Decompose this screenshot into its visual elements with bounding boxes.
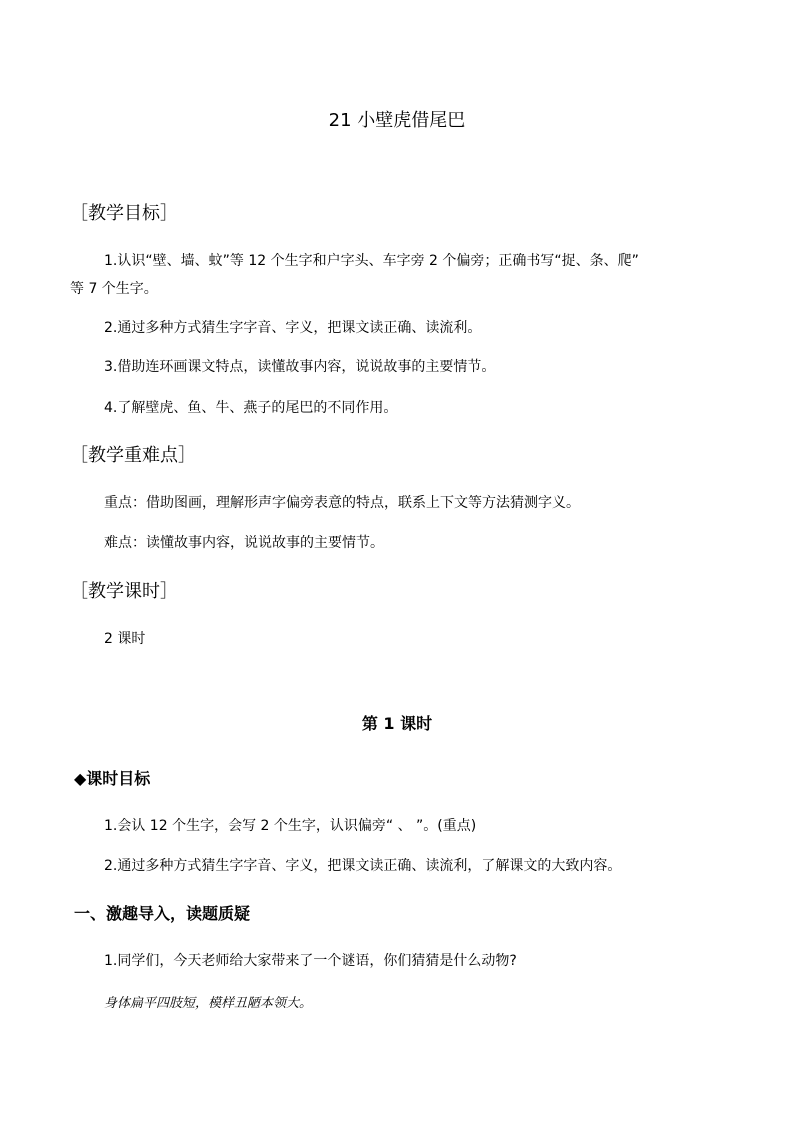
hours-value: 2 课时 (104, 631, 146, 647)
goal-item-1-cont: 等 7 个生字。 (70, 281, 158, 297)
goal-item-2: 2.通过多种方式猜生字字音、字义，把课文读正确、读流利。 (104, 320, 482, 336)
goal-item-4: 4.了解壁虎、鱼、牛、燕子的尾巴的不同作用。 (104, 400, 398, 416)
lesson-goal-item-1: 1.会认 12 个生字，会写 2 个生字，认识偏旁“ 、 ”。(重点) (104, 818, 477, 834)
part1-item-1: 1.同学们，今天老师给大家带来了一个谜语，你们猜猜是什么动物? (104, 953, 517, 969)
goal-item-1: 1.认识“壁、墙、蚊”等 12 个生字和户字头、车字旁 2 个偏旁；正确书写“捉、条、爬” (104, 253, 639, 269)
page-title: 21 小壁虎借尾巴 (328, 110, 466, 131)
goal-item-3: 3.借助连环画课文特点，读懂故事内容，说说故事的主要情节。 (104, 359, 496, 375)
keypoint-item-1: 重点：借助图画，理解形声字偏旁表意的特点，联系上下文等方法猜测字义。 (104, 495, 580, 511)
section-heading-hours: ［教学课时］ (70, 581, 178, 602)
keypoint-item-2: 难点：读懂故事内容，说说故事的主要情节。 (104, 535, 384, 551)
lesson-goals-heading: ◆课时目标 (74, 769, 151, 788)
lesson-heading: 第 1 课时 (361, 714, 433, 733)
section-heading-goals: ［教学目标］ (70, 203, 178, 224)
part1-heading: 一、激趣导入，读题质疑 (74, 904, 251, 923)
lesson-goal-item-2: 2.通过多种方式猜生字字音、字义，把课文读正确、读流利，了解课文的大致内容。 (104, 858, 622, 874)
section-heading-keypoints: ［教学重难点］ (70, 445, 196, 466)
riddle-text: 身体扁平四肢短，模样丑陋本领大。 (104, 996, 313, 1011)
